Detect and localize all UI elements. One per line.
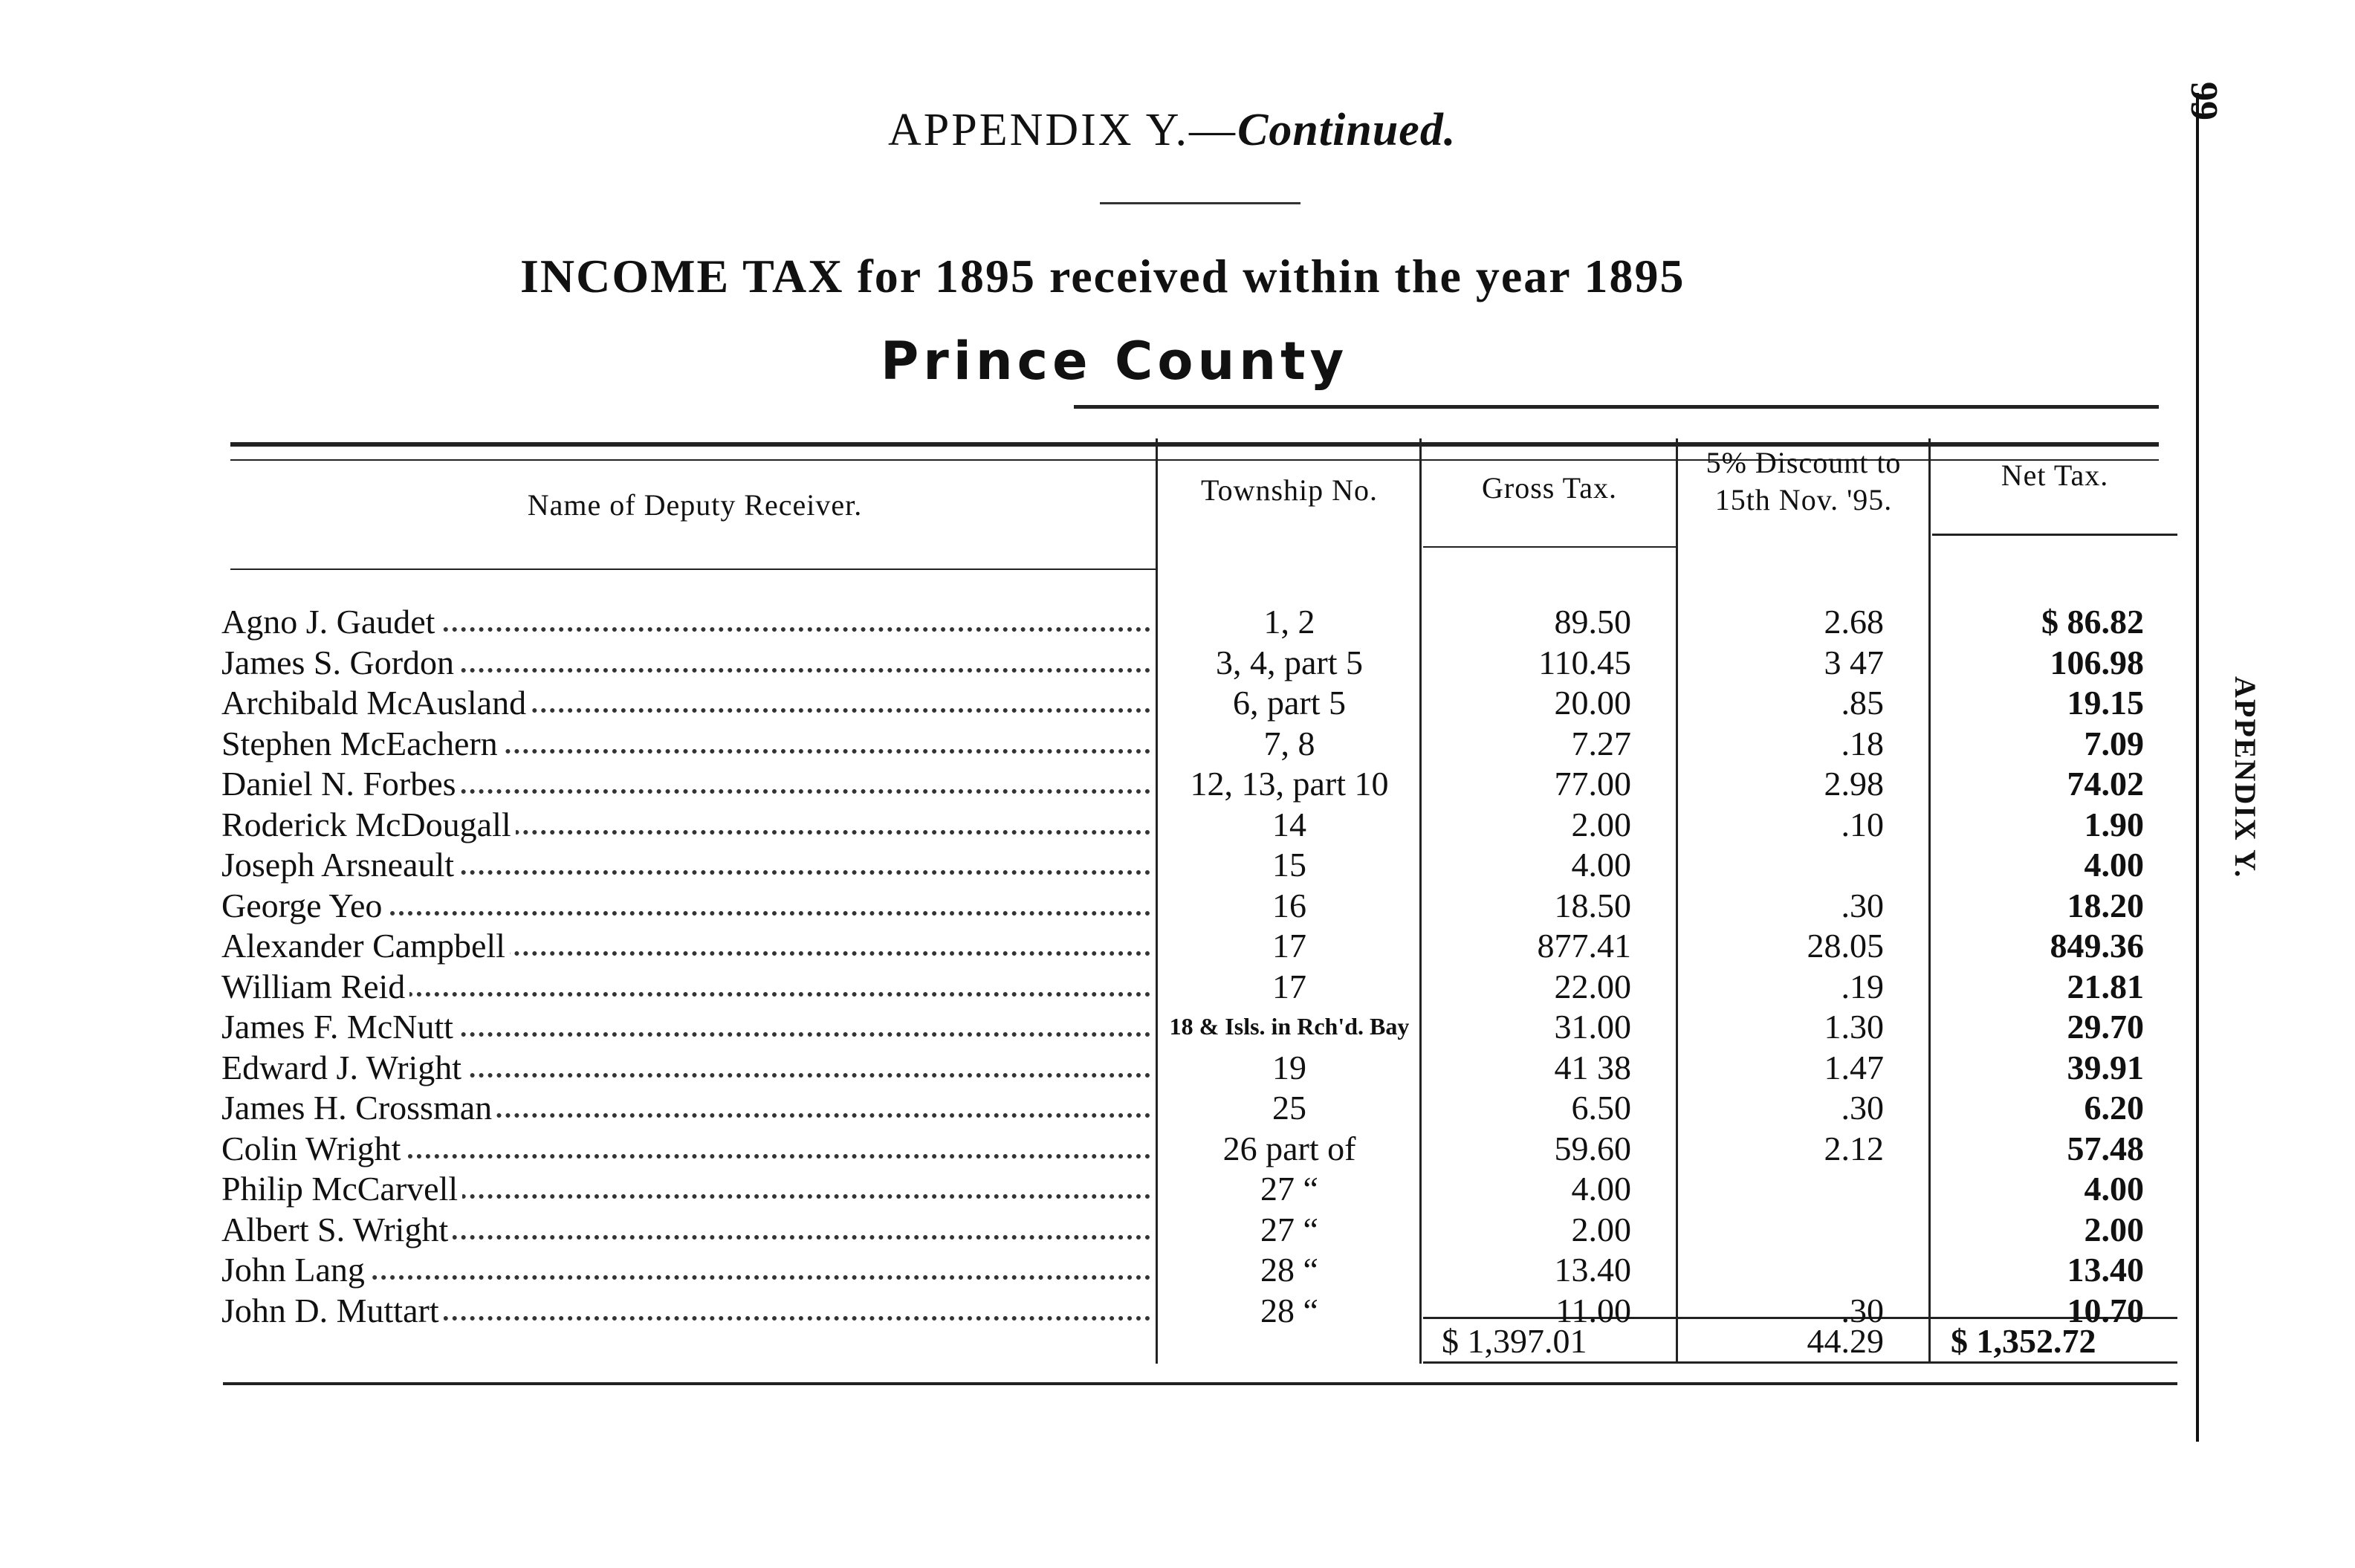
net-header-underline — [1932, 534, 2177, 536]
table-row — [221, 1007, 1150, 1046]
discount-cell: 3 47 — [1824, 643, 1884, 681]
table-row — [221, 724, 1150, 763]
gross-tax-cell: 59.60 — [1554, 1129, 1631, 1167]
township-cell: 26 part of — [1222, 1129, 1356, 1167]
col-sep-2 — [1419, 438, 1422, 1364]
table-row — [221, 1210, 1150, 1249]
col-sep-1 — [1156, 438, 1158, 1364]
table-row — [221, 602, 1150, 641]
township-cell: 6, part 5 — [1232, 684, 1346, 722]
township-cell: 3, 4, part 5 — [1215, 643, 1363, 681]
gross-tax-cell: 22.00 — [1554, 967, 1631, 1005]
gross-tax-cell: 18.50 — [1554, 886, 1631, 924]
col-sep-3 — [1676, 438, 1678, 1364]
gross-tax-cell: 89.50 — [1554, 603, 1631, 641]
gross-tax-cell: 2.00 — [1571, 1210, 1631, 1248]
net-tax-cell: 29.70 — [2067, 1008, 2144, 1046]
gross-tax-cell: 877.41 — [1537, 927, 1631, 965]
table-top-rule — [1074, 405, 2159, 409]
receiver-name: George Yeo — [221, 887, 386, 924]
receiver-name: Agno J. Gaudet — [221, 603, 439, 641]
table-bottom-rule — [223, 1382, 2177, 1385]
receiver-name: Colin Wright — [221, 1130, 405, 1167]
net-tax-cell: 19.15 — [2067, 684, 2144, 722]
receiver-name: Daniel N. Forbes — [221, 765, 461, 803]
table-row — [221, 764, 1150, 803]
gross-tax-cell: 2.00 — [1571, 805, 1631, 843]
header-gross: Gross Tax. — [1481, 471, 1617, 505]
gross-tax-cell: 110.45 — [1538, 643, 1631, 681]
township-cell: 28 “ — [1260, 1291, 1318, 1329]
table-row — [221, 643, 1150, 682]
receiver-name: Roderick McDougall — [221, 806, 516, 843]
appendix-heading — [888, 104, 1456, 157]
table-row — [221, 683, 1150, 722]
net-tax-cell: 4.00 — [2084, 846, 2144, 884]
appendix-heading-continued: Continued. — [1237, 105, 1457, 155]
table-row — [221, 1169, 1150, 1208]
township-cell: 18 & Isls. in Rch'd. Bay — [1169, 1013, 1410, 1040]
header-township: Township No. — [1200, 473, 1379, 507]
township-cell: 27 “ — [1260, 1170, 1318, 1208]
township-cell: 17 — [1272, 967, 1306, 1005]
discount-cell: 28.05 — [1807, 927, 1884, 965]
discount-cell: 1.30 — [1824, 1008, 1884, 1046]
township-cell: 19 — [1272, 1048, 1306, 1086]
gross-tax-cell: 20.00 — [1554, 684, 1631, 722]
col-sep-4 — [1928, 438, 1931, 1364]
receiver-name: William Reid — [221, 968, 409, 1005]
total-gross: $ 1,397.01 — [1442, 1322, 1587, 1360]
receiver-name: James S. Gordon — [221, 644, 459, 681]
discount-cell: .30 — [1841, 1089, 1884, 1127]
table-row — [221, 1129, 1150, 1168]
township-cell: 28 “ — [1260, 1251, 1318, 1289]
township-cell: 16 — [1272, 886, 1306, 924]
net-tax-cell: 1.90 — [2084, 805, 2144, 843]
table-row — [221, 1291, 1150, 1330]
appendix-heading-main: APPENDIX Y.— — [888, 105, 1238, 155]
receiver-name: James H. Crossman — [221, 1089, 496, 1127]
net-tax-cell: 57.48 — [2067, 1129, 2144, 1167]
township-cell: 17 — [1272, 927, 1306, 965]
discount-cell: .10 — [1841, 805, 1884, 843]
net-tax-cell: 4.00 — [2084, 1170, 2144, 1208]
page-number: 99 — [2183, 82, 2225, 120]
discount-cell: .19 — [1841, 967, 1884, 1005]
net-tax-cell: 21.81 — [2067, 967, 2144, 1005]
table-row — [221, 845, 1150, 884]
county-title: Prince County — [881, 331, 1349, 392]
township-cell: 1, 2 — [1263, 603, 1315, 641]
table-row — [221, 926, 1150, 965]
total-net: $ 1,352.72 — [1951, 1322, 2096, 1360]
gross-tax-cell: 77.00 — [1554, 765, 1631, 803]
receiver-name: Archibald McAusland — [221, 684, 531, 722]
township-cell: 12, 13, part 10 — [1190, 765, 1389, 803]
side-appendix-label: APPENDIX Y. — [2229, 676, 2262, 879]
gross-tax-cell: 11.00 — [1555, 1291, 1631, 1329]
receiver-name: Albert S. Wright — [221, 1211, 453, 1248]
net-tax-cell: $ 86.82 — [2041, 603, 2144, 641]
gross-tax-cell: 13.40 — [1554, 1251, 1631, 1289]
total-discount: 44.29 — [1807, 1322, 1884, 1360]
township-cell: 27 “ — [1260, 1210, 1318, 1248]
discount-cell: 2.68 — [1824, 603, 1884, 641]
net-tax-cell: 10.70 — [2067, 1291, 2144, 1329]
receiver-name: Alexander Campbell — [221, 927, 510, 965]
receiver-name: Edward J. Wright — [221, 1049, 466, 1086]
township-cell: 25 — [1272, 1089, 1306, 1127]
net-tax-cell: 74.02 — [2067, 765, 2144, 803]
gross-tax-cell: 4.00 — [1571, 846, 1631, 884]
table-row — [221, 1088, 1150, 1127]
township-cell: 15 — [1272, 846, 1306, 884]
header-discount-line1: 5% Discount to — [1705, 446, 1902, 479]
gross-tax-cell: 6.50 — [1571, 1089, 1631, 1127]
net-tax-cell: 6.20 — [2084, 1089, 2144, 1127]
totals-bottom-rule — [1423, 1361, 2177, 1364]
header-name: Name of Deputy Receiver. — [527, 488, 863, 522]
net-tax-cell: 849.36 — [2050, 927, 2144, 965]
net-tax-cell: 39.91 — [2067, 1048, 2144, 1086]
township-cell: 7, 8 — [1263, 724, 1315, 762]
receiver-name: Stephen McEachern — [221, 725, 502, 762]
table-row — [221, 1250, 1150, 1289]
discount-cell: 1.47 — [1824, 1048, 1884, 1086]
gross-header-underline — [1423, 546, 1676, 548]
gross-tax-cell: 7.27 — [1571, 724, 1631, 762]
table-row — [221, 805, 1150, 844]
discount-cell: .30 — [1841, 1291, 1884, 1329]
net-tax-cell: 13.40 — [2067, 1251, 2144, 1289]
net-tax-cell: 18.20 — [2067, 886, 2144, 924]
name-header-underline — [230, 568, 1156, 570]
receiver-name: John D. Muttart — [221, 1292, 444, 1329]
net-tax-cell: 7.09 — [2084, 724, 2144, 762]
township-cell: 14 — [1272, 805, 1306, 843]
discount-cell: .30 — [1841, 886, 1884, 924]
gross-tax-cell: 41 38 — [1554, 1048, 1631, 1086]
table-row — [221, 1048, 1150, 1087]
receiver-name: John Lang — [221, 1251, 369, 1289]
table-row — [221, 886, 1150, 925]
net-tax-cell: 2.00 — [2084, 1210, 2144, 1248]
heading-divider — [1100, 202, 1300, 204]
discount-cell: .85 — [1841, 684, 1884, 722]
header-discount — [1681, 444, 1926, 519]
header-discount-line2: 15th Nov. '95. — [1714, 483, 1893, 516]
discount-cell: 2.98 — [1824, 765, 1884, 803]
discount-cell: 2.12 — [1824, 1129, 1884, 1167]
gross-tax-cell: 4.00 — [1571, 1170, 1631, 1208]
header-net: Net Tax. — [2001, 459, 2109, 492]
gross-tax-cell: 31.00 — [1554, 1008, 1631, 1046]
net-tax-cell: 106.98 — [2050, 643, 2144, 681]
receiver-name: James F. McNutt — [221, 1008, 458, 1046]
receiver-name: Philip McCarvell — [221, 1170, 462, 1208]
table-row — [221, 967, 1150, 1006]
receiver-name: Joseph Arsneault — [221, 846, 459, 884]
page-right-border — [2196, 93, 2199, 1442]
page-title: INCOME TAX for 1895 received within the year 1895 — [520, 250, 1685, 302]
discount-cell: .18 — [1841, 724, 1884, 762]
